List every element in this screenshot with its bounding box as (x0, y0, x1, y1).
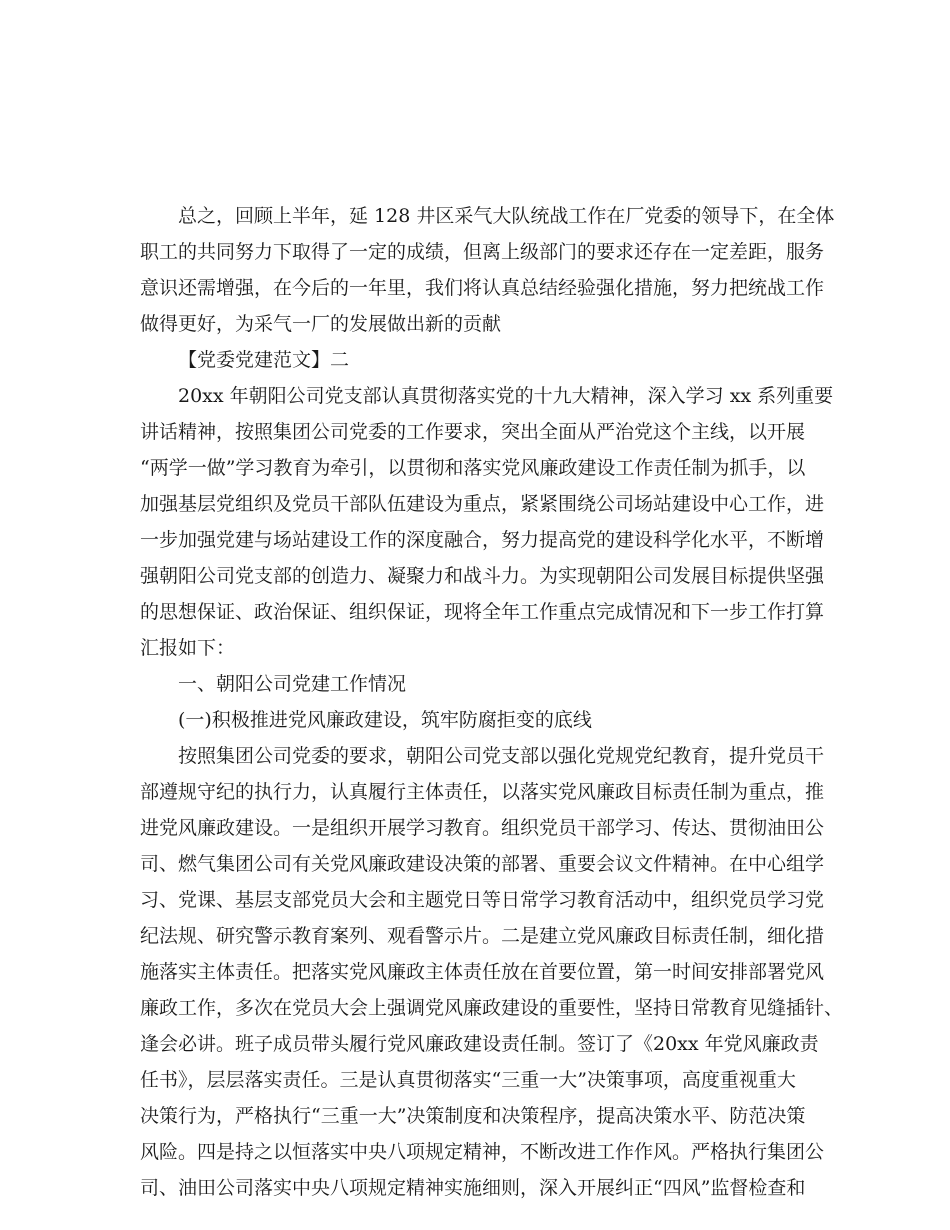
paragraph-line: 的思想保证、政治保证、组织保证，现将全年工作重点完成情况和下一步工作打算 (140, 601, 825, 623)
section-heading: 【党委党建范文】二 (178, 349, 350, 371)
section-heading: 一、朝阳公司党建工作情况 (178, 673, 407, 695)
paragraph-line: 讲话精神，按照集团公司党委的工作要求，突出全面从严治党这个主线，以开展 (140, 421, 806, 443)
paragraph-line: 加强基层党组织及党员干部队伍建设为重点，紧紧围绕公司场站建设中心工作，进 (140, 493, 825, 515)
paragraph-line: 按照集团公司党委的要求，朝阳公司党支部以强化党规党纪教育，提升党员干 (178, 745, 825, 767)
paragraph-line: 司、油田公司落实中央八项规定精神实施细则，深入开展纠正“四风”监督检查和 (140, 1177, 806, 1199)
paragraph-line: 进党风廉政建设。一是组织开展学习教育。组织党员干部学习、传达、贯彻油田公 (140, 817, 825, 839)
paragraph-line: 部遵规守纪的执行力，认真履行主体责任，以落实党风廉政目标责任制为重点，推 (140, 781, 825, 803)
paragraph-line: 司、燃气集团公司有关党风廉政建设决策的部署、重要会议文件精神。在中心组学 (140, 853, 825, 875)
paragraph-line: 决策行为，严格执行“三重一大”决策制度和决策程序，提高决策水平、防范决策 (140, 1105, 806, 1127)
paragraph-line: 纪法规、研究警示教育案列、观看警示片。二是建立党风廉政目标责任制，细化措 (140, 925, 825, 947)
paragraph-line: 风险。四是持之以恒落实中央八项规定精神，不断改进工作作风。严格执行集团公 (140, 1141, 825, 1163)
paragraph-line: 强朝阳公司党支部的创造力、凝聚力和战斗力。为实现朝阳公司发展目标提供坚强 (140, 565, 825, 587)
paragraph-line: 总之，回顾上半年，延 128 井区采气大队统战工作在厂党委的领导下，在全体 (178, 205, 835, 227)
paragraph-line: 20xx 年朝阳公司党支部认真贯彻落实党的十九大精神，深入学习 xx 系列重要 (178, 385, 834, 407)
paragraph-line: 做得更好，为采气一厂的发展做出新的贡献 (140, 313, 502, 335)
paragraph-line: 一步加强党建与场站建设工作的深度融合，努力提高党的建设科学化水平，不断增 (140, 529, 825, 551)
paragraph-line: 意识还需增强，在今后的一年里，我们将认真总结经验强化措施，努力把统战工作 (140, 277, 825, 299)
paragraph-line: 习、党课、基层支部党员大会和主题党日等日常学习教育活动中，组织党员学习党 (140, 889, 825, 911)
subsection-heading: (一)积极推进党风廉政建设，筑牢防腐拒变的底线 (178, 709, 592, 731)
paragraph-line: 职工的共同努力下取得了一定的成绩，但离上级部门的要求还存在一定差距，服务 (140, 241, 825, 263)
paragraph-line: 廉政工作，多次在党员大会上强调党风廉政建设的重要性，坚持日常教育见缝插针、 (140, 997, 844, 1019)
paragraph-line: 施落实主体责任。把落实党风廉政主体责任放在首要位置，第一时间安排部署党风 (140, 961, 825, 983)
paragraph-line: 汇报如下： (140, 637, 236, 659)
paragraph-line: “两学一做”学习教育为牵引，以贯彻和落实党风廉政建设工作责任制为抓手，以 (140, 457, 806, 479)
paragraph-line: 任书》，层层落实责任。三是认真贯彻落实“三重一大”决策事项，高度重视重大 (140, 1069, 796, 1091)
paragraph-line: 逢会必讲。班子成员带头履行党风廉政建设责任制。签订了《20xx 年党风廉政责 (140, 1033, 819, 1055)
